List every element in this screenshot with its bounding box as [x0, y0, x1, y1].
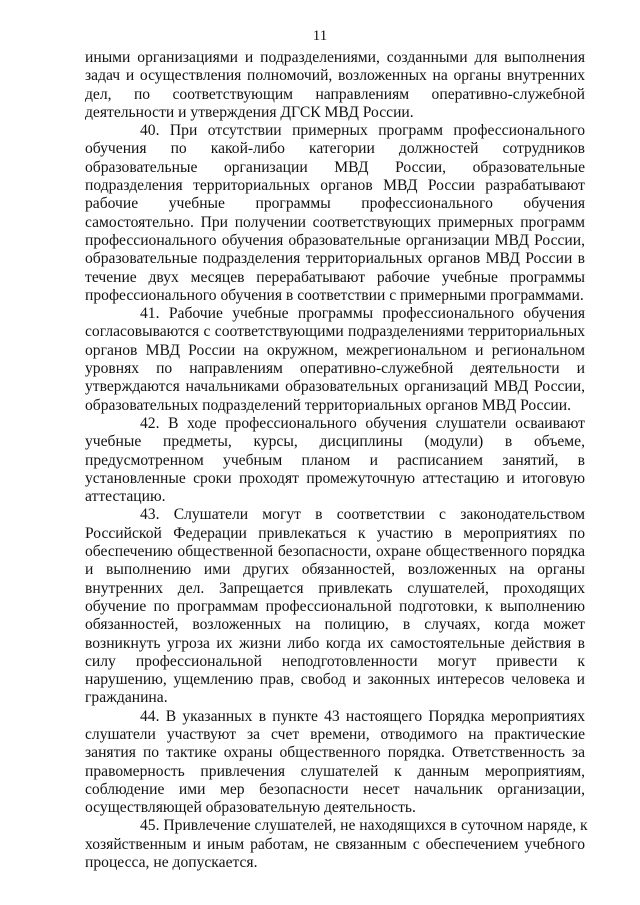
text-line: соблюдение ими мер безопасности несет начальник организации, — [85, 780, 585, 798]
text-line: возникнуть угроза их жизни либо когда их самостоятельные действия в — [85, 634, 585, 652]
paragraph — [85, 817, 588, 872]
text-line: задач и осуществления полномочий, возложенных на органы внутренних — [85, 67, 585, 85]
text-line: течение двух месяцев перерабатывают рабочие учебные программы — [85, 268, 585, 286]
text-line: 45. Привлечение слушателей, не находящихся в суточном наряде, к — [140, 817, 588, 835]
paragraph — [85, 506, 585, 707]
paragraph — [85, 708, 585, 818]
text-line: уровнях по направлениям оперативно-служебной деятельности и — [85, 360, 585, 378]
text-line: Российской Федерации привлекаться к участию в мероприятиях по — [85, 524, 585, 542]
text-line: нарушению, ущемлению прав, свобод и законных интересов человека и — [85, 671, 585, 689]
text-line: рабочие учебные программы профессионального обучения — [85, 195, 585, 213]
text-line: образовательные подразделения территориальных органов МВД России в — [85, 250, 585, 268]
text-line: гражданина. — [85, 689, 168, 707]
document-body — [85, 49, 588, 872]
paragraph — [85, 305, 585, 415]
text-line: подразделения территориальных органов МВД России разрабатывают — [85, 177, 585, 195]
text-line: 40. При отсутствии примерных программ профессионального — [140, 122, 585, 140]
text-line: иными организациями и подразделениями, созданными для выполнения — [85, 49, 585, 66]
text-line: обучение по программам профессиональной подготовки, к выполнению — [85, 597, 585, 615]
text-line: 41. Рабочие учебные программы профессионального обучения — [140, 305, 585, 323]
text-line: органов МВД России на окружном, межрегиональном и региональном — [85, 341, 585, 359]
text-line: аттестацию. — [85, 488, 166, 506]
text-line: 44. В указанных в пункте 43 настоящего Порядка мероприятиях — [140, 707, 585, 725]
text-line: согласовываются с соответствующими подразделениями территориальных — [85, 323, 585, 341]
text-line: хозяйственным и иным работам, не связанным с обеспечением учебного — [85, 835, 585, 853]
text-line: 42. В ходе профессионального обучения слушатели осваивают — [140, 414, 585, 432]
text-line: внутренних дел. Запрещается привлекать слушателей, проходящих — [85, 579, 585, 597]
paragraph — [85, 49, 585, 122]
paragraph — [85, 122, 585, 305]
text-line: профессионального обучения в соответствии с примерными программами. — [85, 286, 584, 304]
text-line: обеспечению общественной безопасности, охране общественного порядка — [85, 543, 585, 561]
text-line: образовательных подразделений территориальных органов МВД России. — [85, 396, 571, 414]
text-line: образовательные организации МВД России, образовательные — [85, 158, 585, 176]
text-line: утверждаются начальниками образовательных организаций МВД России, — [85, 378, 585, 396]
text-line: обучения по какой-либо категории должностей сотрудников — [85, 140, 585, 158]
text-line: силу профессиональной неподготовленности могут привести к — [85, 652, 585, 670]
text-line: 43. Слушатели могут в соответствии с законодательством — [140, 506, 585, 524]
text-line: самостоятельно. При получении соответствующих примерных программ — [85, 213, 585, 231]
text-line: предусмотренном учебным планом и расписанием занятий, в — [85, 451, 585, 469]
text-line: и выполнению ими других обязанностей, возложенных на органы — [85, 561, 585, 579]
page-number: 11 — [312, 28, 328, 44]
text-line: установленные сроки проходят промежуточную аттестацию и итоговую — [85, 469, 585, 487]
text-line: профессионального обучения образовательные организации МВД России, — [85, 231, 585, 249]
text-line: обязанностей, возложенных на полицию, в случаях, когда может — [85, 616, 585, 634]
text-line: занятия по тактике охраны общественного порядка. Ответственность за — [85, 744, 585, 762]
text-line: слушатели участвуют за счет времени, отводимого на практические — [85, 725, 585, 743]
text-line: правомерность привлечения слушателей к данным мероприятиям, — [85, 762, 585, 780]
text-line: процесса, не допускается. — [85, 854, 258, 872]
text-line: деятельности и утверждения ДГСК МВД России. — [85, 103, 414, 121]
text-line: осуществляющей образовательную деятельность. — [85, 799, 416, 817]
text-line: учебные предметы, курсы, дисциплины (модули) в объеме, — [85, 433, 585, 451]
paragraph — [85, 415, 585, 506]
text-line: дел, по соответствующим направлениям оперативно-служебной — [85, 85, 585, 103]
